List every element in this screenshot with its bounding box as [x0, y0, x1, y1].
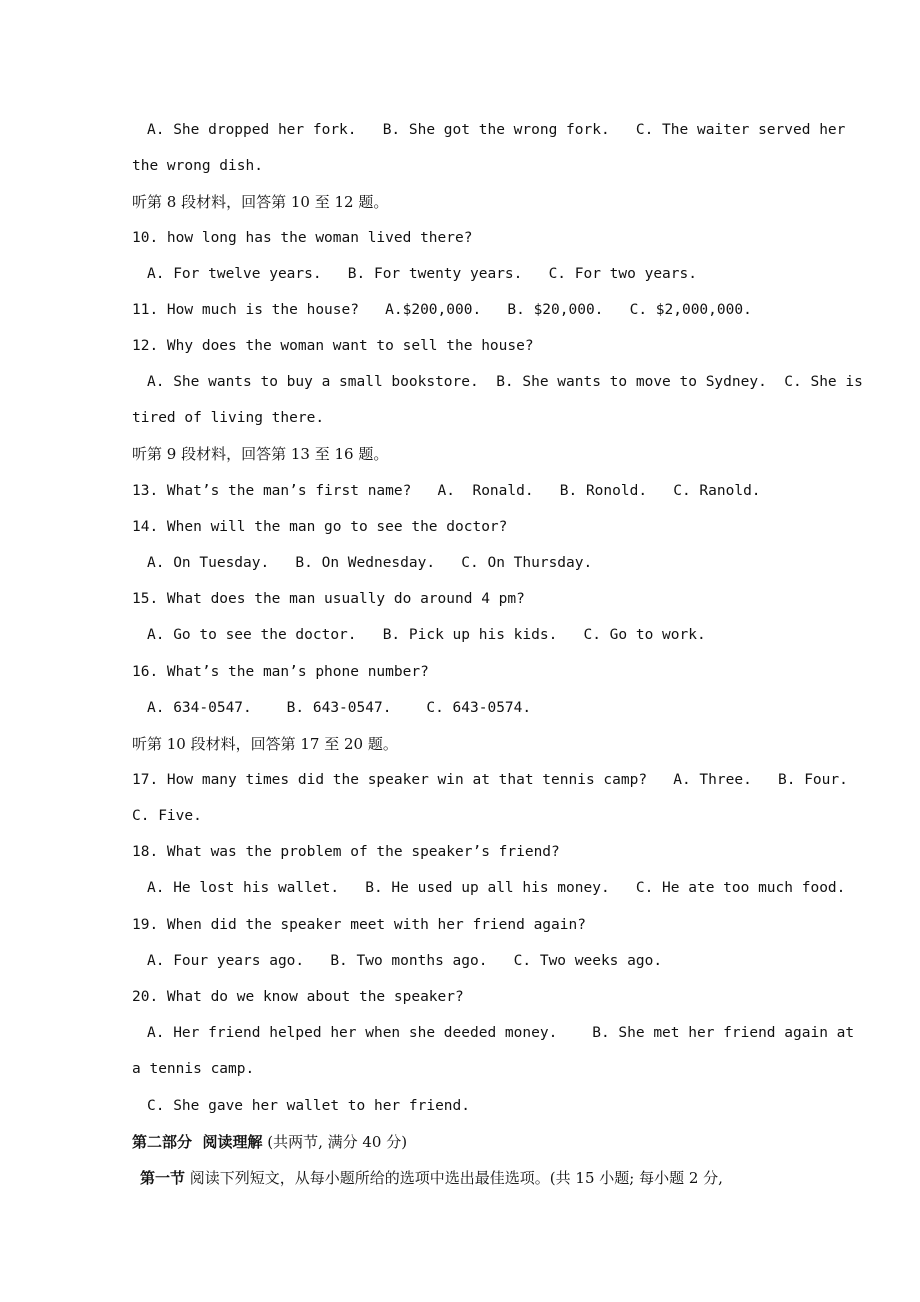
q9-options: A. She dropped her fork. B. She got the wrong fork. C. The waiter served her — [147, 122, 846, 138]
q12-options: A. She wants to buy a small bookstore. B. She wants to move to Sydney. C. She is — [147, 374, 863, 390]
q9-options-cont: the wrong dish. — [132, 158, 263, 174]
question-16: 16. What’s the man’s phone number? — [132, 664, 429, 680]
q16-options: A. 634-0547. B. 643-0547. C. 643-0574. — [147, 700, 532, 716]
question-17: 17. How many times did the speaker win at that tennis camp? A. Three. B. Four. — [132, 772, 848, 788]
question-15: 15. What does the man usually do around 4 pm? — [132, 591, 525, 607]
q20-option-c: C. She gave her wallet to her friend. — [147, 1098, 471, 1114]
question-20: 20. What do we know about the speaker? — [132, 989, 464, 1005]
question-13: 13. What’s the man’s first name? A. Ronald. B. Ronold. C. Ranold. — [132, 483, 761, 499]
question-12: 12. Why does the woman want to sell the house? — [132, 338, 534, 354]
q20-options: A. Her friend helped her when she deeded money. B. She met her friend again at — [147, 1025, 855, 1041]
question-10: 10. how long has the woman lived there? — [132, 230, 473, 246]
passage-8-instruction: 听第 8 段材料，回答第 10 至 12 题。 — [132, 193, 389, 211]
section-title — [132, 1130, 407, 1154]
question-14: 14. When will the man go to see the doctor? — [132, 519, 508, 535]
passage-10-instruction: 听第 10 段材料，回答第 17 至 20 题。 — [132, 735, 398, 753]
q10-options: A. For twelve years. B. For twenty years. C. For two years. — [147, 266, 697, 282]
section-subtitle-rest: 阅读下列短文，从每小题所给的选项中选出最佳选项。(共 15 小题; 每小题 2 分, — [185, 1169, 723, 1187]
q19-options: A. Four years ago. B. Two months ago. C. Two weeks ago. — [147, 953, 663, 969]
q15-options: A. Go to see the doctor. B. Pick up his kids. C. Go to work. — [147, 627, 706, 643]
section-title-bold: 第二部分 阅读理解 — [132, 1133, 263, 1151]
question-11: 11. How much is the house? A.$200,000. B. $20,000. C. $2,000,000. — [132, 302, 752, 318]
section-subtitle — [140, 1166, 723, 1190]
question-18: 18. What was the problem of the speaker’s friend? — [132, 844, 560, 860]
q12-options-cont: tired of living there. — [132, 410, 325, 426]
q20-options-cont: a tennis camp. — [132, 1061, 255, 1077]
question-19: 19. When did the speaker meet with her friend again? — [132, 917, 586, 933]
section-subtitle-bold: 第一节 — [140, 1169, 186, 1187]
passage-9-instruction: 听第 9 段材料，回答第 13 至 16 题。 — [132, 445, 389, 463]
q14-options: A. On Tuesday. B. On Wednesday. C. On Thursday. — [147, 555, 593, 571]
section-title-rest: (共两节, 满分 40 分) — [262, 1133, 408, 1151]
q17-options-cont: C. Five. — [132, 808, 202, 824]
q18-options: A. He lost his wallet. B. He used up all his money. C. He ate too much food. — [147, 880, 846, 896]
